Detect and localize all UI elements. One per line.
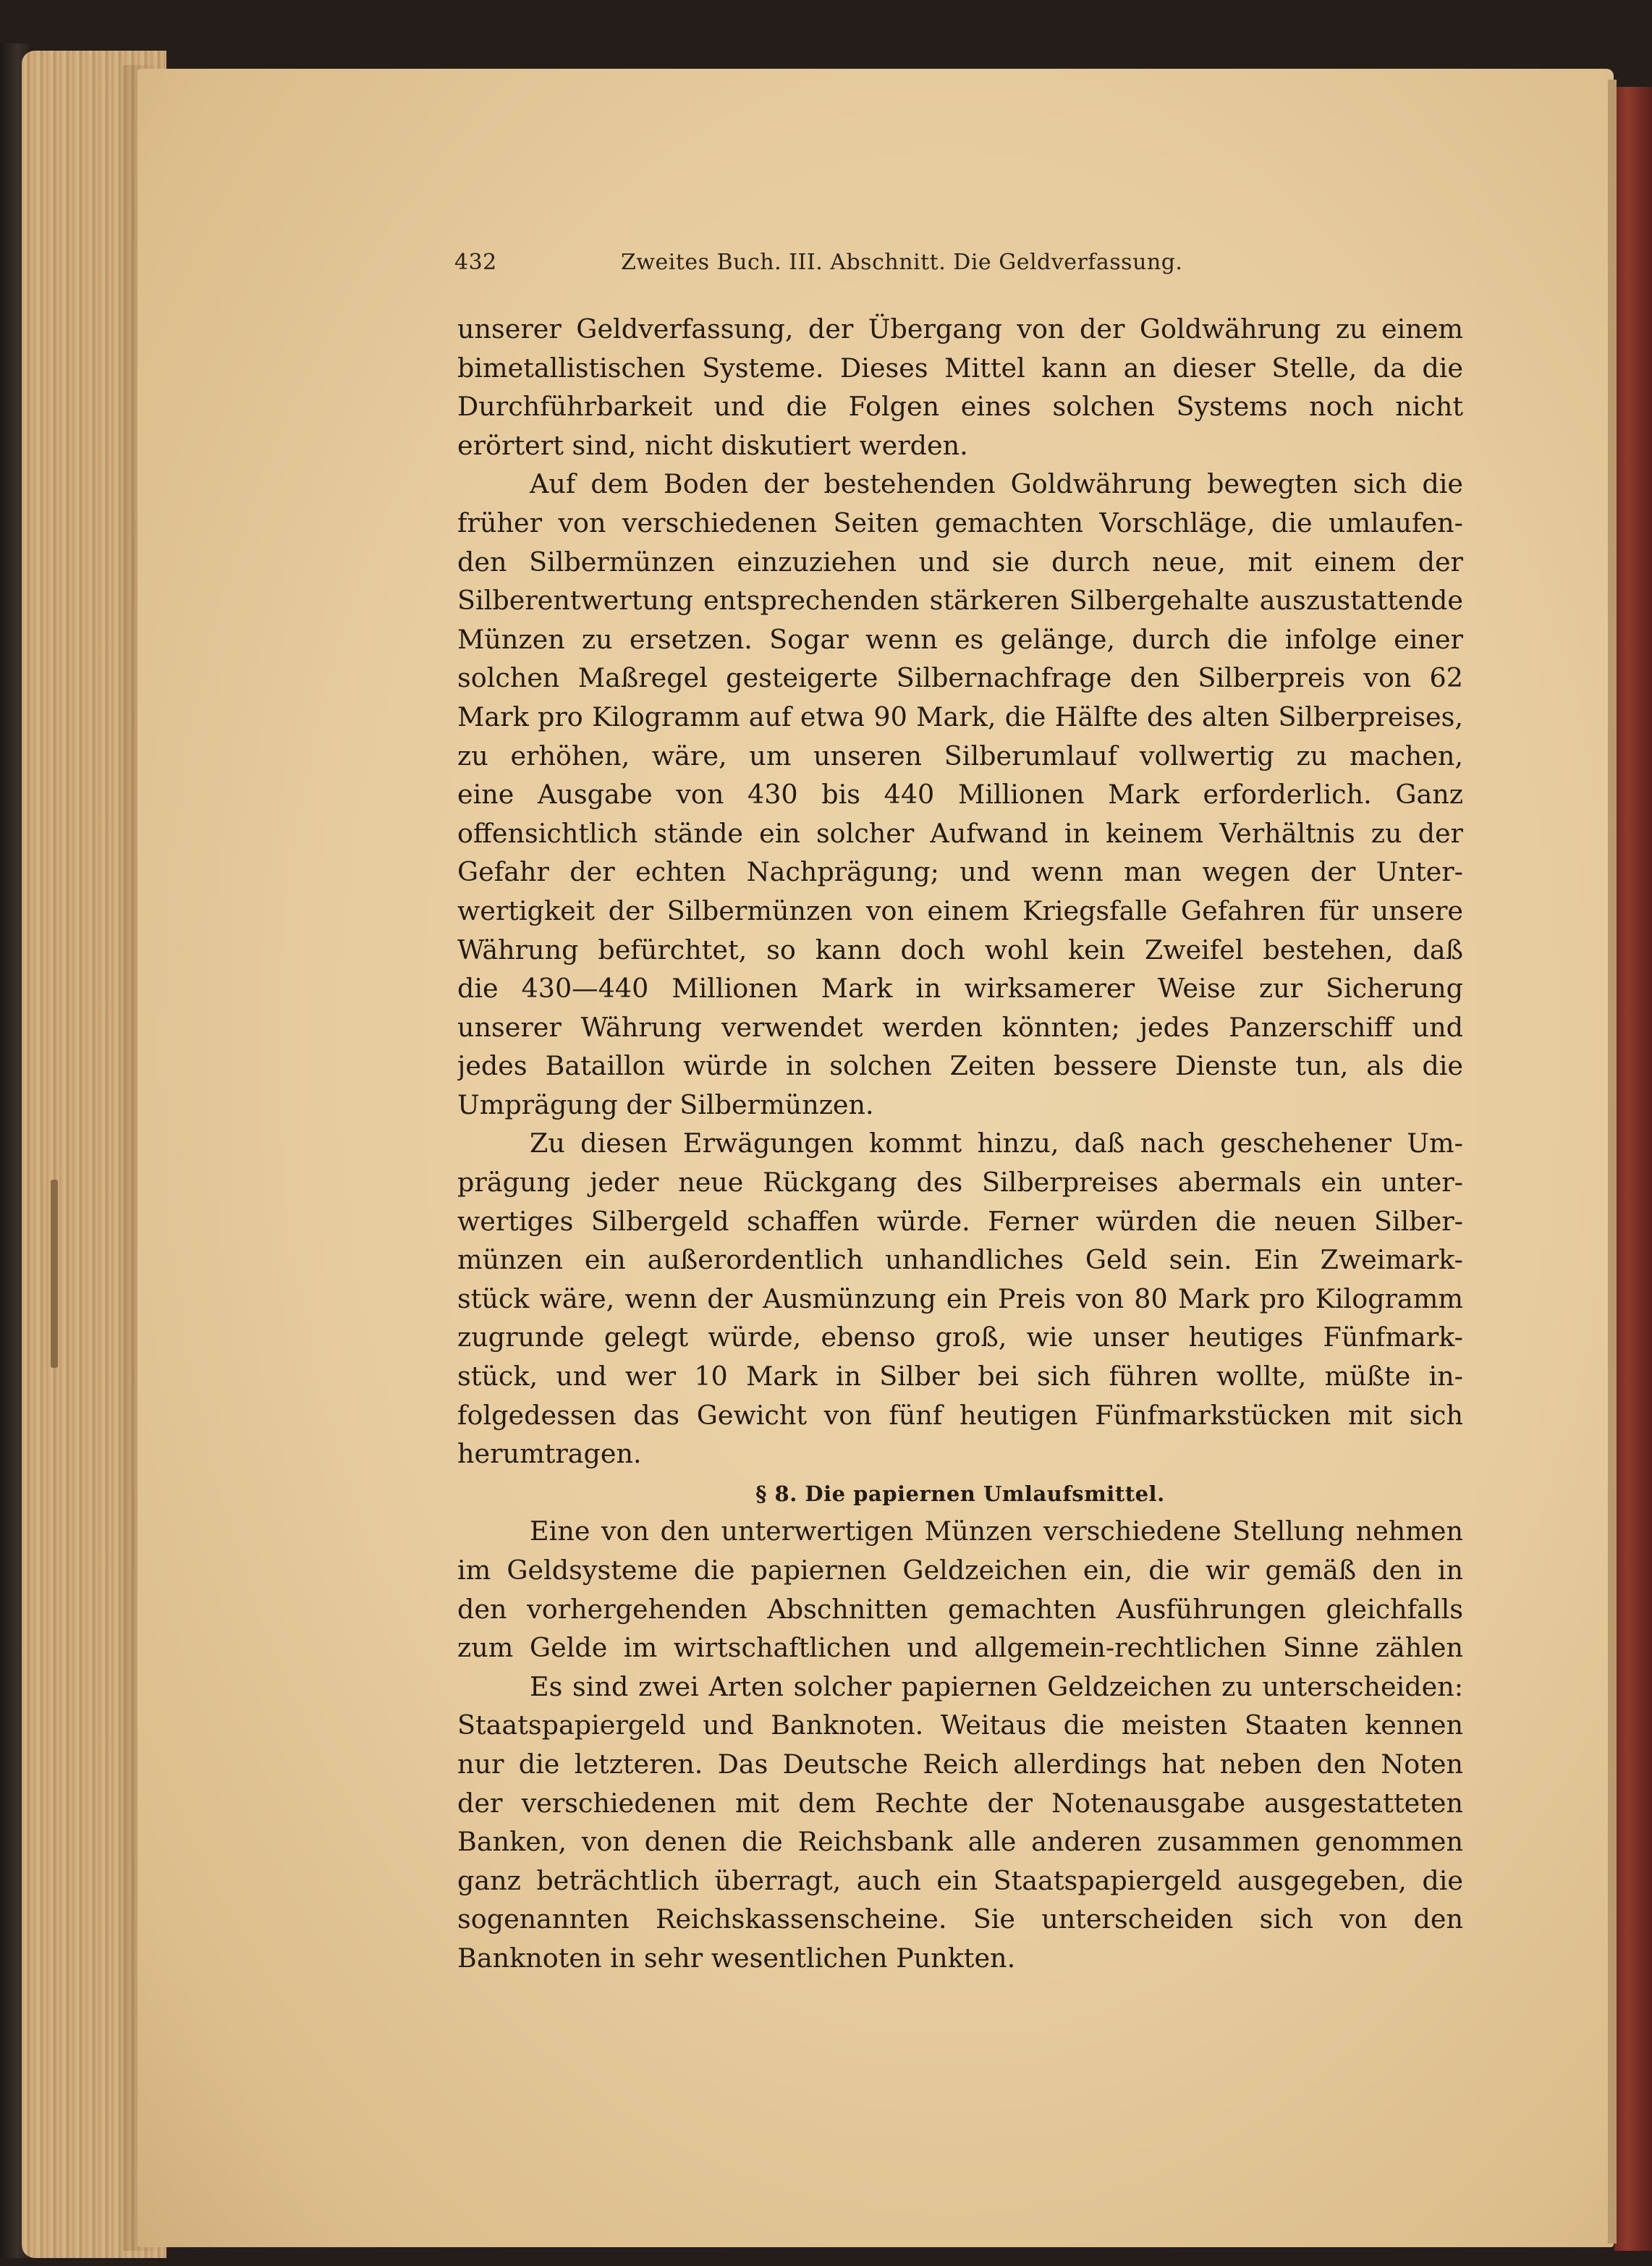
text-line: nur die letzteren. Das Deutsche Reich allerdings hat neben den Noten (457, 1748, 1463, 1780)
text-line: bimetallistischen Systeme. Dieses Mittel kann an dieser Stelle, da die (457, 352, 1463, 384)
text-line: zum Gelde im wirtschaftlichen und allgemein-rechtlichen Sinne zählen (457, 1632, 1463, 1664)
text-line: folgedessen das Gewicht von fünf heutigen Fünfmarkstücken mit sich (457, 1399, 1463, 1431)
text-line: Münzen zu ersetzen. Sogar wenn es gelänge, durch die infolge einer (457, 623, 1463, 655)
text-line: Eine von den unterwertigen Münzen verschiedene Stellung nehmen (530, 1515, 1463, 1547)
text-line: zugrunde gelegt würde, ebenso groß, wie unser heutiges Fünfmark- (457, 1322, 1463, 1353)
text-line: den Silbermünzen einzuziehen und sie durch neue, mit einem der (457, 546, 1463, 578)
text-line: zu erhöhen, wäre, um unseren Silberumlauf vollwertig zu machen, (457, 740, 1463, 771)
text-line: unserer Währung verwendet werden könnten; jedes Panzerschiff und (457, 1011, 1463, 1043)
text-line: eine Ausgabe von 430 bis 440 Millionen Mark erforderlich. Ganz (457, 779, 1463, 811)
text-line: ganz beträchtlich überragt, auch ein Staatspapiergeld ausgegeben, die (457, 1864, 1463, 1896)
text-line: offensichtlich stände ein solcher Aufwand in keinem Verhältnis zu der (457, 817, 1463, 849)
text-line: der verschiedenen mit dem Rechte der Notenausgabe ausgestatteten (457, 1787, 1463, 1819)
text-line: früher von verschiedenen Seiten gemachten Vorschläge, die umlaufen- (457, 507, 1463, 538)
text-line: Es sind zwei Arten solcher papiernen Geldzeichen zu unterscheiden: (530, 1670, 1463, 1702)
text-line: den vorhergehenden Abschnitten gemachten Ausführungen gleichfalls (457, 1593, 1463, 1625)
text-line: Auf dem Boden der bestehenden Goldwährung bewegten sich die (530, 468, 1463, 500)
text-line: prägung jeder neue Rückgang des Silberpreises abermals ein unter- (457, 1167, 1463, 1198)
page-right-edge (1608, 80, 1617, 2244)
text-line: sogenannten Reichskassenscheine. Sie unterscheiden sich von den (457, 1903, 1463, 1935)
section-heading: § 8. Die papiernen Umlaufsmittel. (755, 1481, 1165, 1506)
text-line: solchen Maßregel gesteigerte Silbernachfrage den Silberpreis von 62 (457, 662, 1463, 694)
text-line: Banknoten in sehr wesentlichen Punkten. (457, 1942, 1016, 1974)
text-line: unserer Geldverfassung, der Übergang von der Goldwährung zu einem (457, 313, 1463, 344)
running-head (454, 250, 1294, 275)
binding-strip (51, 1180, 58, 1368)
text-line: stück wäre, wenn der Ausmünzung ein Preis von 80 Mark pro Kilogramm (457, 1282, 1463, 1314)
text-line: Staatspapiergeld und Banknoten. Weitaus die meisten Staaten kennen (457, 1709, 1463, 1741)
body-text (457, 310, 1463, 1978)
text-line: Umprägung der Silbermünzen. (457, 1088, 874, 1120)
text-line: jedes Bataillon würde in solchen Zeiten bessere Dienste tun, als die (457, 1050, 1463, 1082)
text-line: wertigkeit der Silbermünzen von einem Kriegsfalle Gefahren für unsere (457, 895, 1463, 926)
text-line: im Geldsysteme die papiernen Geldzeichen ein, die wir gemäß den in (457, 1555, 1463, 1586)
text-line: Durchführbarkeit und die Folgen eines solchen Systems noch nicht (457, 391, 1463, 423)
text-line: herumtragen. (457, 1438, 642, 1470)
text-line: Zu diesen Erwägungen kommt hinzu, daß nach geschehener Um- (530, 1128, 1463, 1159)
text-line: Banken, von denen die Reichsbank alle anderen zusammen genommen (457, 1826, 1463, 1858)
red-book-edge (1614, 87, 1652, 2251)
text-line: stück, und wer 10 Mark in Silber bei sich führen wollte, müßte in- (457, 1361, 1463, 1392)
text-line: Gefahr der echten Nachprägung; und wenn man wegen der Unter- (457, 856, 1463, 888)
text-line: wertiges Silbergeld schaffen würde. Ferner würden die neuen Silber- (457, 1205, 1463, 1237)
text-line: Silberentwertung entsprechenden stärkeren Silbergehalte auszustattende (457, 585, 1463, 617)
running-title: Zweites Buch. III. Abschnitt. Die Geldverfassung. (621, 250, 1183, 275)
text-line: erörtert sind, nicht diskutiert werden. (457, 429, 968, 461)
text-line: die 430—440 Millionen Mark in wirksamerer Weise zur Sicherung (457, 973, 1463, 1005)
text-line: münzen ein außerordentlich unhandliches Geld sein. Ein Zweimark- (457, 1244, 1463, 1276)
page-number: 432 (454, 250, 497, 275)
text-line: Währung befürchtet, so kann doch wohl kein Zweifel bestehen, daß (457, 934, 1463, 965)
text-line: Mark pro Kilogramm auf etwa 90 Mark, die Hälfte des alten Silberpreises, (457, 701, 1463, 732)
